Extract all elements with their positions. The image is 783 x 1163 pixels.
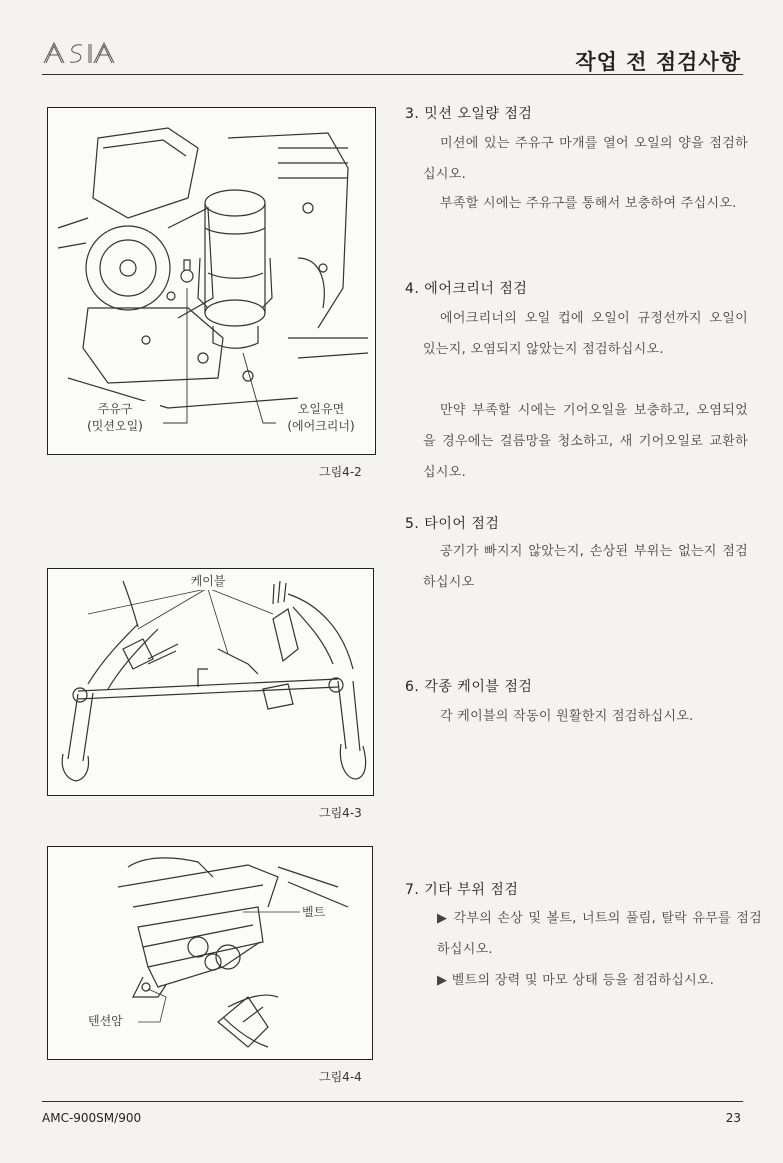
figure-4-2-caption: 그림4-2 <box>319 465 362 479</box>
section-7-bullet-1: ▶ 각부의 손상 및 볼트, 너트의 풀림, 탈락 유무를 점검하십시오. <box>437 911 762 957</box>
oil-filler-label: 주유구 (밋션오일) <box>70 401 160 435</box>
section-4-para-1: 에어크리너의 오일 컵에 오일이 규정선까지 오일이 있는지, 오염되지 않았는지 점검하십시오. <box>423 311 748 357</box>
oil-level-label: 오일유면 (에어크리너) <box>276 401 366 435</box>
section-3-para-1: 미션에 있는 주유구 마개를 열어 오일의 양을 점검하십시오. <box>423 136 748 182</box>
bullet-arrow-icon: ▶ <box>437 973 448 988</box>
figure-4-4-caption: 그림4-4 <box>319 1070 362 1084</box>
section-5-para-1: 공기가 빠지지 않았는지, 손상된 부위는 없는지 점검 하십시오 <box>423 544 748 590</box>
section-7-heading: 7. 기타 부위 점검 <box>405 882 519 898</box>
section-6-heading: 6. 각종 케이블 점검 <box>405 679 533 695</box>
handlebar-cables-illustration <box>48 569 373 795</box>
model-number: AMC-900SM/900 <box>42 1111 142 1125</box>
figure-4-3 <box>47 568 374 796</box>
figure-4-4 <box>47 846 373 1060</box>
figure-4-3-caption: 그림4-3 <box>319 806 362 820</box>
cable-label: 케이블 <box>178 573 238 590</box>
section-7-bullet-2: ▶ 벨트의 장력 및 마모 상태 등을 점검하십시오. <box>437 973 715 988</box>
section-3-heading: 3. 밋션 오일량 점검 <box>405 106 533 122</box>
section-4-para-2: 만약 부족할 시에는 기어오일을 보충하고, 오염되었을 경우에는 걸름망을 청소하고, 새 기어오일로 교환하십시오. <box>423 403 748 480</box>
section-title: 작업 전 점검사항 <box>575 50 741 74</box>
section-6-para-1: 각 케이블의 작동이 원활한지 점검하십시오. <box>440 709 694 724</box>
section-3-para-2: 부족할 시에는 주유구를 통해서 보충하여 주십시오. <box>440 196 737 211</box>
section-4-heading: 4. 에어크리너 점검 <box>405 281 528 297</box>
tension-arm-label: 텐션암 <box>88 1013 136 1030</box>
bullet-arrow-icon: ▶ <box>437 911 449 926</box>
belt-label: 벨트 <box>302 904 336 921</box>
footer-rule <box>42 1101 743 1102</box>
section-5-heading: 5. 타이어 점검 <box>405 516 500 532</box>
page-number: 23 <box>725 1111 741 1125</box>
figure-4-2 <box>47 107 376 455</box>
brand-logo <box>42 40 116 70</box>
header-rule <box>42 74 743 75</box>
